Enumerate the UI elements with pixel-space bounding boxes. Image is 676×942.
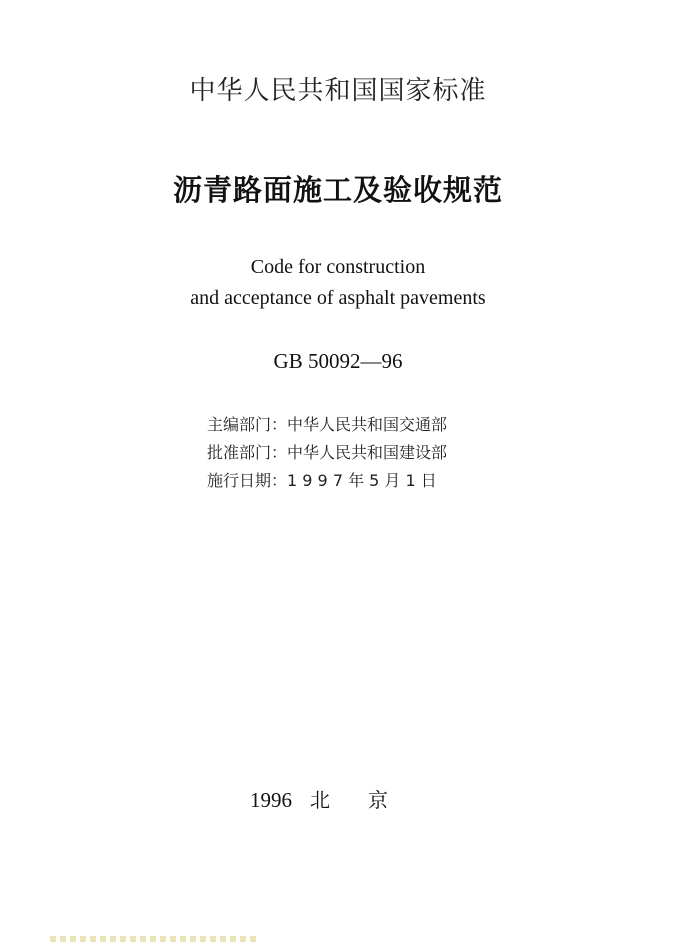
effective-date-row	[207, 469, 447, 497]
document-title-english-line-1: Code for construction	[250, 256, 426, 278]
standard-type-heading: 中华人民共和国国家标准	[189, 76, 487, 106]
chief-editor-dept-value: 中华人民共和国交通部	[287, 415, 448, 434]
document-title-english-line-2: and acceptance of asphalt pavements	[190, 287, 486, 309]
chief-editor-dept-row	[207, 413, 447, 441]
effective-date-value: 1 9 9 7 年 5 月 1 日	[287, 471, 437, 490]
imprint	[0, 784, 676, 813]
chief-editor-dept-label: 主编部门：	[207, 415, 288, 434]
scan-artifact	[50, 936, 260, 942]
approval-dept-row	[207, 441, 447, 469]
approval-dept-label: 批准部门：	[207, 443, 288, 462]
standard-code: GB 50092—96	[273, 349, 403, 373]
document-title-chinese: 沥青路面施工及验收规范	[172, 173, 503, 207]
publication-info	[207, 413, 447, 497]
approval-dept-value: 中华人民共和国建设部	[287, 443, 448, 462]
imprint-city: 北京	[310, 788, 426, 812]
imprint-year: 1996	[250, 788, 292, 812]
effective-date-label: 施行日期：	[207, 471, 288, 490]
